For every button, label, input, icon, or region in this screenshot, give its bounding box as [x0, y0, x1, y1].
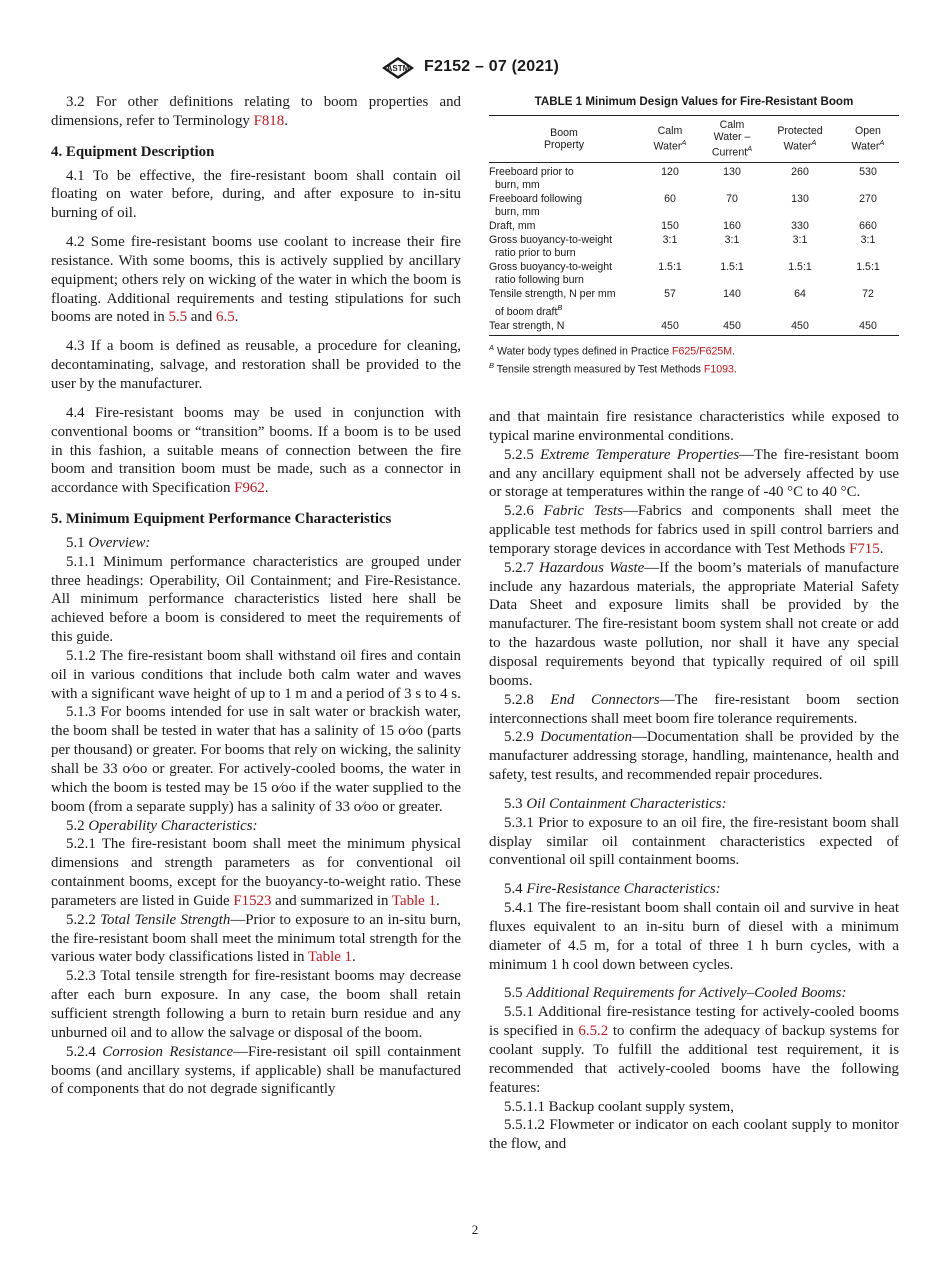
table-header-row [489, 116, 899, 163]
para-5-2-2: 5.2.2 Total Tensile Strength—Prior to exposure to an in-situ burn, the fire-resistant boom shall meet the minimum total strength for the various water body classifications listed in Table 1. [51, 911, 461, 966]
document-designation: F2152 – 07 (2021) [424, 58, 560, 75]
para-5-2: 5.2 Operability Characteristics: [66, 817, 258, 834]
left-column [51, 93, 461, 1099]
para-5-5: 5.5 Additional Requirements for Actively–Cooled Booms: [504, 985, 847, 1002]
table-row: Tensile strength, N per mm of boom draft$^B$ 57 140 64 72 [489, 287, 874, 318]
para-4-4: 4.4 Fire-resistant booms may be used in conjunction with conventional booms or “transition” booms. If a boom is to be used in this fashion, a suitable means of connection between the fire boom and transition boom must be made, such as a connector in accordance with Specification F962. [51, 404, 461, 497]
logo-text: ASTM [386, 64, 410, 73]
para-5-2-8: 5.2.8 End Connectors—The fire-resistant boom section interconnections shall meet boom fire tolerance requirements. [489, 691, 899, 727]
para-5-2-5: 5.2.5 Extreme Temperature Properties—The fire-resistant boom and any ancillary equipment shall not be adversely affected by use or storage at temperatures within the range of -40 °C to 40 °C. [489, 446, 899, 501]
para-5-4: 5.4 Fire-Resistance Characteristics: [504, 881, 721, 898]
table-row: Tear strength, N 450 450 450 450 [489, 320, 899, 336]
para-5-2-7: 5.2.7 Hazardous Waste—If the boom’s materials of manufacture include any hazardous materials, the appropriate Material Safety Data Sheet and exposure limits shall be provided by the manufacturer. The fire-resistant boom system shall not create or add to the hazardous waste pollution, nor shall it have any special disposal requirements beyond that typically required of oil spill booms. [489, 559, 899, 689]
para-3-2: 3.2 For other definitions relating to boom properties and dimensions, refer to Terminology F818. [51, 94, 461, 129]
para-4-1: 4.1 To be effective, the fire-resistant boom shall contain oil floating on water before, during, and after exposure to in-situ burning of oil. [51, 167, 461, 222]
para-4-2: 4.2 Some fire-resistant booms use coolant to increase their fire resistance. With some booms, this is actively supplied by ancillary equipment; others rely on wicking of the water in which the boom is floating. Additional requirements and testing stipulations for such booms are noted in 5.5 and 6.5. [51, 234, 461, 326]
link-6-5-2[interactable]: 6.5.2 [578, 1023, 609, 1040]
table-row: Freeboard following burn, mm 60 70 130 270 [489, 192, 877, 219]
section-5-heading: 5. Minimum Equipment Performance Characteristics [51, 511, 392, 528]
para-5-4-1: 5.4.1 The fire-resistant boom shall contain oil and survive in heat fluxes equivalent to an in-situ burn of diesel with a minimum diameter of 4.5 m, for a total of three 1 h burn cycles, with a minimum 1 h cool down between cycles. [489, 900, 899, 973]
col-header-open-water: Open Water$^A$ [837, 116, 899, 163]
table-row: Gross buoyancy-to-weight ratio following burn 1.5:1 1.5:1 1.5:1 1.5:1 [489, 260, 880, 287]
para-5-1: 5.1 Overview: [66, 534, 151, 551]
para-5-2-4: 5.2.4 Corrosion Resistance—Fire-resistant oil spill containment booms (and ancillary systems, if applicable) shall be manufactured of components that do not degrade significantly [51, 1043, 461, 1098]
para-5-1-3: 5.1.3 For booms intended for use in salt water or brackish water, the boom shall be tested in water that has a salinity of 15 o⁄oo (parts per thousand) or greater. For booms that rely on wicking, the salinity shall be 33 o⁄oo or greater. For actively-cooled booms, the water in which the boom is tested may be 15 o⁄oo if the water supplied to the boom (from a separate supply) has a salinity of 33 o⁄oo or greater. [51, 704, 461, 815]
para-5-5-1-1: 5.5.1.1 Backup coolant supply system, [504, 1098, 734, 1115]
astm-logo-icon [381, 56, 415, 80]
para-5-2-3: 5.2.3 Total tensile strength for fire-resistant booms may decrease after each burn exposure. In any case, the boom shall retain sufficient strength following a burn to retain burn residue and any unburned oil and to allow the salvage or disposal of the boom. [51, 968, 461, 1041]
para-5-5-1: 5.5.1 Additional fire-resistance testing for actively-cooled booms is specified in 6.5.2 to confirm the adequacy of backup systems for coolant supply. To fulfill the additional test requirement, it is recommended that actively-cooled booms have the following features: [489, 1004, 899, 1096]
link-table-1[interactable]: Table 1 [391, 892, 436, 909]
table-row: Gross buoyancy-to-weight ratio prior to burn 3:1 3:1 3:1 3:1 [489, 233, 876, 260]
design-values-table [489, 115, 899, 336]
link-6-5[interactable]: 6.5 [216, 309, 235, 326]
link-f715[interactable]: F715 [849, 540, 880, 557]
para-continuation: and that maintain fire resistance characteristics while exposed to typical marine environmental conditions. [489, 409, 899, 444]
link-f1093[interactable]: F1093 [703, 363, 734, 376]
link-f962[interactable]: F962 [234, 480, 265, 497]
para-5-2-1: 5.2.1 The fire-resistant boom shall meet the minimum physical dimensions and strength parameters as for conventional oil containment booms, except for the buoyancy-to-weight ratio. These parameters are listed in Guide F1523 and summarized in Table 1. [51, 836, 461, 909]
page-number: 2 [471, 1222, 479, 1237]
link-f1523[interactable]: F1523 [233, 892, 272, 909]
footnote-a: $^A$ Water body types defined in Practice F625/F625M. [489, 343, 736, 358]
table-row: Freeboard prior to burn, mm 120 130 260 530 [489, 165, 877, 192]
section-4-heading: 4. Equipment Description [51, 143, 215, 160]
para-5-1-1: 5.1.1 Minimum performance characteristics are grouped under three headings: Operability, Oil Containment; and Fire-Resistance. All minimum performance characteristics listed here shall be achieved before a boom is considered to meet the requirements of this guide. [51, 553, 461, 646]
para-5-2-9: 5.2.9 Documentation—Documentation shall be provided by the manufacturer addressing storage, handling, maintenance, health and safety, test results, and recommended repair procedures. [489, 729, 899, 784]
footnote-b: $^B$ Tensile strength measured by Test Methods F1093. [489, 360, 737, 376]
table-title: TABLE 1 Minimum Design Values for Fire-Resistant Boom [534, 95, 854, 108]
para-4-3: 4.3 If a boom is defined as reusable, a procedure for cleaning, decontaminating, salvage, and restoration shall be provided to the user by the manufacturer. [51, 338, 461, 392]
col-header-protected-water: Protected Water$^A$ [763, 116, 837, 163]
para-5-3: 5.3 Oil Containment Characteristics: [504, 795, 727, 812]
para-5-5-1-2: 5.5.1.2 Flowmeter or indicator on each coolant supply to monitor the flow, and [489, 1117, 899, 1153]
table-row: Draft, mm 150 160 330 660 [489, 219, 877, 232]
link-f625[interactable]: F625/F625M [672, 345, 733, 358]
col-header-calm-water-current: Calm Water – Current$^A$ [701, 116, 763, 163]
col-header-property: Boom Property [489, 116, 639, 163]
link-table-1[interactable]: Table 1 [307, 949, 352, 966]
page-header [0, 56, 950, 82]
para-5-3-1: 5.3.1 Prior to exposure to an oil fire, the fire-resistant boom shall display similar oil containment characteristics expected of conventional oil spill containment booms. [489, 814, 899, 869]
table-footnotes [489, 341, 899, 376]
para-5-2-6: 5.2.6 Fabric Tests—Fabrics and components shall meet the applicable test methods for fabrics used in spill control barriers and temporary storage devices in accordance with Test Methods F715. [489, 503, 899, 557]
link-f818[interactable]: F818 [253, 112, 285, 129]
table-1-block [489, 94, 899, 376]
link-5-5[interactable]: 5.5 [168, 309, 188, 326]
para-5-1-2: 5.1.2 The fire-resistant boom shall withstand oil fires and contain oil in various conditions that include both calm water and waves with a significant wave height of up to 1 m and a period of 3 s to 4 s. [51, 647, 461, 702]
col-header-calm-water: Calm Water$^A$ [639, 116, 701, 163]
right-column [489, 408, 899, 1154]
